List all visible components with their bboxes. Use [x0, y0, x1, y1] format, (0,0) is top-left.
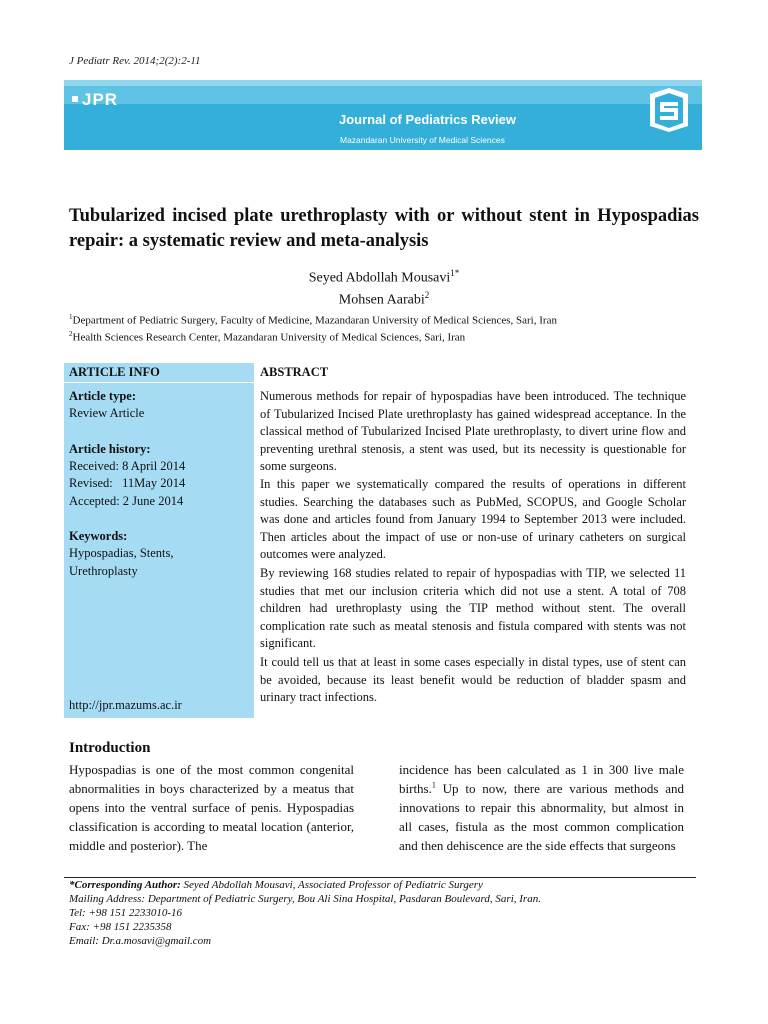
affiliation-sup: 2	[69, 330, 73, 338]
author-2	[0, 290, 768, 309]
jpr-logo: JPR	[82, 90, 119, 109]
journal-citation: J Pediatr Rev. 2014;2(2):2-11	[69, 55, 201, 67]
paper-title: Tubularized incised plate urethroplasty with or without stent in Hypospadias repair: a systematic review and meta-analysis	[69, 206, 699, 251]
abstract-paragraph-1: Numerous methods for repair of hypospadias have been introduced. The technique of Tubularized Incised Plate urethroplasty has gained widespread acceptance. In the classical method of Tubularized Incised Plate urethroplasty, to divert urine flow and preventing urethral stenosis, a stent was used, but its necessity is questionable for some surgeons.	[260, 389, 686, 474]
journal-name: Journal of Pediatrics Review	[339, 112, 517, 127]
journal-url-link[interactable]: http://jpr.mazums.ac.ir	[69, 698, 182, 712]
affiliation-sup: 1	[69, 313, 73, 321]
introduction-heading: Introduction	[69, 740, 151, 756]
author-name: Seyed Abdollah Mousavi	[308, 270, 451, 286]
corresponding-label: *Corresponding Author:	[69, 879, 181, 891]
fax: Fax: +98 151 2235358	[69, 921, 172, 933]
article-history-label: Article history:	[69, 442, 151, 456]
abstract-heading: ABSTRACT	[260, 365, 329, 379]
article-type-label: Article type:	[69, 389, 136, 403]
email-link[interactable]: Email: Dr.a.mosavi@gmail.com	[69, 935, 212, 947]
affiliation-2	[69, 330, 465, 344]
abstract-paragraph-3: By reviewing 168 studies related to repair of hypospadias with TIP, we selected 11 studies that met our inclusion criteria which did not use a stent. A total of 708 children had urethroplasty using the TIP method without stent. The overall complication rate such as meatal stenosis and fistula compared with stents was not significant.	[260, 566, 686, 651]
banner-stripe	[64, 86, 702, 104]
author-sup: 2	[424, 290, 430, 300]
author-1	[0, 268, 768, 287]
accepted-date: Accepted: 2 June 2014	[69, 494, 184, 508]
article-type-value: Review Article	[69, 406, 145, 420]
affiliation-text: Health Sciences Research Center, Mazandaran University of Medical Sciences, Sari, Iran	[72, 331, 466, 344]
corresponding-author	[69, 878, 709, 892]
journal-university: Mazandaran University of Medical Sciences	[340, 135, 505, 145]
citation-ref: 1	[431, 780, 436, 790]
affiliation-1	[69, 313, 557, 327]
journal-banner	[64, 80, 702, 150]
abstract-paragraph-4: It could tell us that at least in some cases especially in distal types, use of stent can be avoided, because its least benefit would be reduction of bladder spasm and urinary tract infections.	[260, 655, 686, 705]
intro-text: incidence has been calculated as 1 in 300 live male births.	[399, 762, 684, 796]
article-info-heading: ARTICLE INFO	[69, 365, 160, 379]
keywords-line-2: Urethroplasty	[69, 564, 138, 578]
article-info-divider	[64, 382, 254, 383]
revised-date: Revised: 11May 2014	[69, 476, 186, 490]
telephone: Tel: +98 151 2233010-16	[69, 907, 183, 919]
abstract-paragraph-2: In this paper we systematically compared the results of operations in different studies. Searching the databases such as PubMed, SCOPUS, and Google Scholar was done and articles found from January 1994 to September 2013 were included. Then articles about the impact of use or non-use of urinary catheters on surgical outcomes were analyzed.	[260, 477, 686, 562]
introduction-left-column: Hypospadias is one of the most common congenital abnormalities in boys characterized by a meatus that opens into the ventral surface of penis. Hypospadias classification is according to meatal location (anterior, middle and posterior). The	[69, 762, 354, 853]
journal-emblem-icon	[646, 86, 692, 134]
received-date: Received: 8 April 2014	[69, 459, 186, 473]
affiliation-text: Department of Pediatric Surgery, Faculty of Medicine, Mazandaran University of Medical Sciences, Sari, Iran	[72, 314, 557, 327]
keywords-label: Keywords:	[69, 529, 128, 543]
mailing-address: Mailing Address: Department of Pediatric Surgery, Bou Ali Sina Hospital, Pasdaran Boulevard, Sari, Iran.	[69, 893, 541, 905]
introduction-right-column	[399, 760, 684, 855]
author-name: Mohsen Aarabi	[338, 292, 425, 308]
author-sup: 1*	[450, 268, 460, 278]
corresponding-text: Seyed Abdollah Mousavi, Associated Professor of Pediatric Surgery	[180, 879, 483, 891]
intro-text: Up to now, there are various methods and innovations to repair this abnormality, but almost in all cases, fistula as the most common complication and then dehiscence are the side effects that surgeons	[399, 781, 684, 853]
keywords-line-1: Hypospadias, Stents,	[69, 546, 174, 560]
